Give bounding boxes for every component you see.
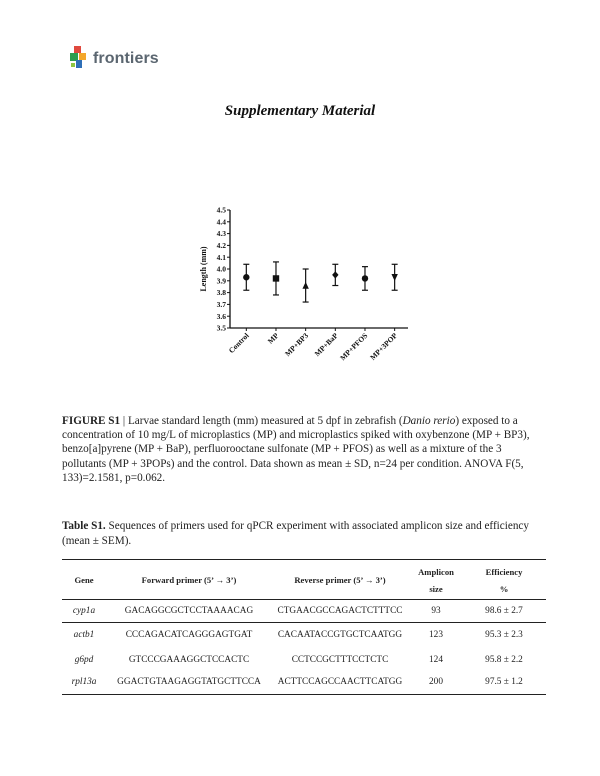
cell-forward: GGACTGTAAGAGGTATGCTTCCA [117,677,261,687]
figure-caption [62,414,542,485]
y-tick-label: 4.4 [216,217,226,227]
y-axis-label: Length (mm) [199,246,208,292]
figure-label: FIGURE S1 [62,415,121,427]
x-tick-label: MP+BP3 [282,331,311,359]
document-title: Supplementary Material [224,103,376,119]
data-point [243,274,249,280]
cell-efficiency: 95.3 ± 2.3 [485,630,523,640]
cell-forward: GTCCCGAAAGGCTCCACTC [128,655,250,665]
cell-efficiency: 95.8 ± 2.2 [485,655,523,665]
cell-efficiency: 98.6 ± 2.7 [485,606,523,616]
brand-name: frontiers [93,50,159,67]
cell-forward: CCCAGACATCAGGGAGTGAT [125,630,253,640]
header-gene: Gene [74,575,94,585]
header-forward: Forward primer (5’ → 3’) [141,575,237,585]
y-tick-label: 4.5 [216,205,226,215]
header-efficiency-unit: % [499,584,509,594]
y-tick-label: 3.5 [216,323,226,333]
table-label: Table S1. [62,520,106,532]
frontiers-logo-icon [68,44,92,74]
table-caption-text: Sequences of primers used for qPCR experiment with associated amplicon size and efficiency (mean ± SEM). [62,520,529,547]
cell-gene: rpl13a [71,677,97,687]
cell-gene: actb1 [73,630,95,640]
y-tick-label: 3.9 [216,276,226,286]
cell-reverse: CCTCCGCTTTCCTCTC [291,655,389,665]
cell-gene: g6pd [74,655,94,665]
data-point [332,271,338,278]
cell-size: 200 [429,677,443,687]
species-name: Danio rerio [402,415,456,427]
cell-reverse: ACTTCCAGCCAACTTCATGG [277,677,403,687]
y-tick-label: 3.7 [216,300,226,309]
row-divider [62,622,546,623]
cell-forward: GACAGGCGCTCCTAAAACAG [124,606,254,616]
figure-caption-pre: | Larvae standard length (mm) measured at 5 dpf in zebrafish ( [120,415,403,427]
figure-caption-post: ) exposed to a concentration of 10 mg/L of microplastics (MP) and microplastics spiked with oxybenzone (MP + BP3), benzo[a]pyrene (MP + BaP), perfluorooctane sulfonate (MP + PFOS) as well as a mixture of the 3 pollutants (MP + 3POPs) and the control. Data shown as mean ± SD, n=24 per condition. ANOVA F(5, 133)=2.1581, p=0.062. [62,415,530,484]
header-reverse: Reverse primer (5’ → 3’) [294,575,386,585]
data-point [362,275,368,281]
x-tick-label: MP [265,331,281,346]
data-point [273,275,279,281]
header-amplicon: Amplicon [418,567,454,577]
y-tick-label: 4.2 [216,241,226,250]
cell-size: 123 [429,630,443,640]
cell-size: 124 [429,655,443,665]
table-bottom-rule [62,694,546,695]
data-point [391,274,397,281]
cell-gene: cyp1a [72,606,96,616]
cell-reverse: CACAATACCGTGCTCAATGG [277,630,403,640]
y-tick-label: 4.0 [216,264,226,274]
cell-efficiency: 97.5 ± 1.2 [485,677,523,687]
x-tick-label: MP+BaP [312,331,340,359]
table-header-rule [62,599,546,600]
x-tick-label: MP+PFOS [338,331,370,363]
cell-size: 93 [431,606,441,616]
y-tick-label: 4.3 [216,229,226,239]
x-tick-label: MP+3POP [368,331,400,362]
y-tick-label: 3.8 [216,288,226,298]
header-efficiency: Efficiency [485,567,523,577]
length-chart [190,198,430,388]
table-caption [62,519,542,548]
table-top-rule [62,559,546,560]
y-tick-label: 3.6 [216,311,226,321]
y-tick-label: 4.1 [216,252,226,262]
data-point [302,282,308,289]
cell-reverse: CTGAACGCCAGACTCTTTCC [277,606,403,616]
header-amplicon-size: size [429,584,443,594]
x-tick-label: Control [226,331,251,356]
